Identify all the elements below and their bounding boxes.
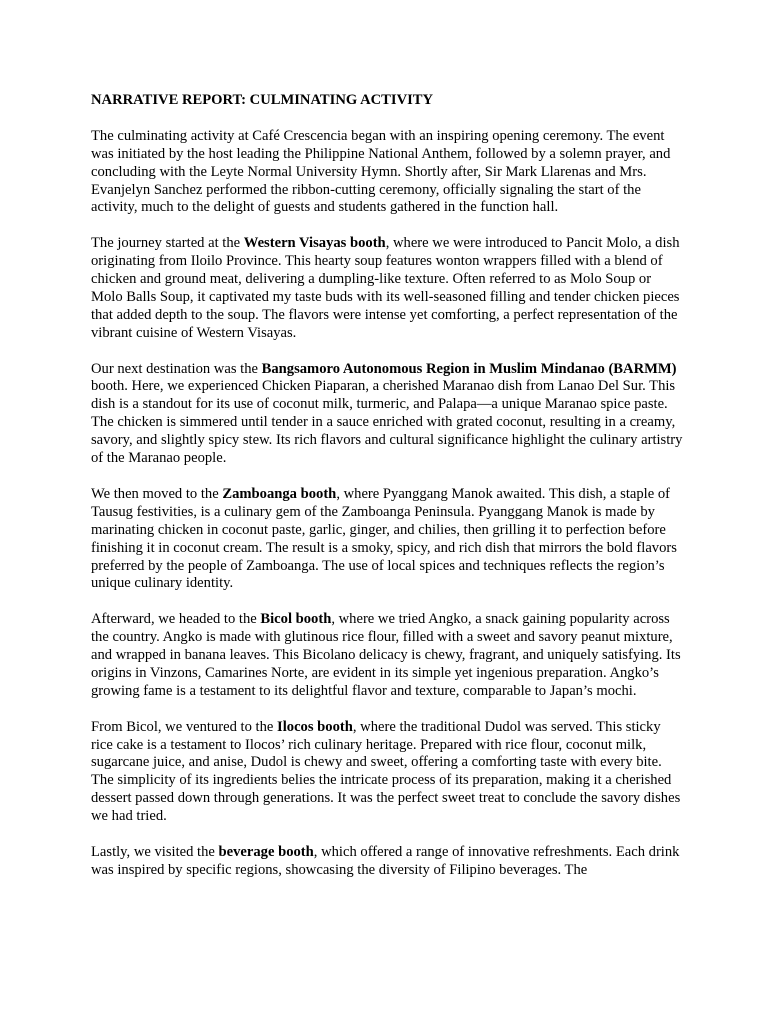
booth-name-western-visayas: Western Visayas booth [243,235,386,252]
report-title: NARRATIVE REPORT: CULMINATING ACTIVITY [91,92,434,108]
paragraph-opening-ceremony: The culminating activity at Café Crescencia began with an inspiring opening ceremony. The event was initiated by the host leading the Philippine National Anthem, followed by a solemn prayer, and concluding with the Leyte Normal University Hymn. Shortly after, Sir Mark Llarenas and Mrs. Evanjelyn Sanchez performed the ribbon-cutting ceremony, officially signaling the start of the activity, much to the delight of guests and students gathered in the function hall. [91,127,671,216]
booth-name-ilocos: Ilocos booth [277,718,353,735]
paragraph-text: , where we tried Angko, a snack gaining popularity across the country. Angko is made with glutinous rice flour, filled with a sweet and savory peanut mixture, and wrapped in banana leaves. This Bicolano delicacy is chewy, fragrant, and uniquely satisfying. Its origins in Vinzons, Camarines Norte, are evident in its simple yet ingenious preparation. Angko’s growing fame is a testament to its delightful flavor and texture, comparable to Japan’s mochi. [91,611,681,699]
paragraph-bicol [91,611,683,701]
paragraph-text: , which offered a range of innovative refreshments. Each drink was inspired by specific regions, showcasing the diversity of Filipino beverages. The [91,843,680,878]
paragraph-text: , where the traditional Dudol was served. This sticky rice cake is a testament to Ilocos’ rich culinary heritage. Prepared with rice flour, coconut milk, sugarcane juice, and anise, Dudol is chewy and sweet, offering a comforting taste with every bite. The simplicity of its ingredients belies the intricate process of its preparation, making it a cherished dessert passed down through generations. It was the perfect sweet treat to conclude the savory dishes we had tried. [91,718,681,825]
booth-name-zamboanga: Zamboanga booth [222,485,337,502]
paragraph-text: booth. Here, we experienced Chicken Piaparan, a cherished Maranao dish from Lanao Del Sur. This dish is a standout for its use of coconut milk, turmeric, and Palapa—a unique Maranao spice paste. The chicken is simmered until tender in a sauce enriched with grated coconut, resulting in a creamy, savory, and slightly spicy stew. Its rich flavors and cultural significance highlight the culinary artistry of the Maranao people. [91,378,683,467]
paragraph-ilocos [91,719,683,826]
paragraph-text: From Bicol, we ventured to the [91,718,278,735]
paragraph-text: We then moved to the [91,485,223,502]
paragraph-barmm [91,361,683,468]
paragraph-western-visayas [91,235,683,342]
paragraph-text: , where we were introduced to Pancit Molo, a dish originating from Iloilo Province. This hearty soup features wonton wrappers filled with a blend of chicken and ground meat, delivering a dumpling-like texture. Often referred to as Molo Soup or Molo Balls Soup, it captivated my taste buds with its well-seasoned filling and tender chicken pieces that added depth to the soup. The flavors were intense yet comforting, a perfect representation of the vibrant cuisine of Western Visayas. [91,235,680,341]
booth-name-bicol: Bicol booth [260,611,332,628]
paragraph-text: The journey started at the [91,235,244,252]
paragraph-text: Afterward, we headed to the [91,611,261,628]
paragraph-beverage [91,844,683,880]
paragraph-text: Lastly, we visited the [91,843,219,860]
paragraph-text: , where Pyanggang Manok awaited. This dish, a staple of Tausug festivities, is a culinary gem of the Zamboanga Peninsula. Pyanggang Manok is made by marinating chicken in coconut paste, garlic, ginger, and chilies, then grilling it to perfection before finishing it in coconut cream. The result is a smoky, spicy, and rich dish that mirrors the bold flavors preferred by the people of Zamboanga. The use of local spices and techniques reflects the region’s unique culinary identity. [91,485,677,592]
booth-name-barmm: Bangsamoro Autonomous Region in Muslim Mindanao (BARMM) [261,360,677,377]
document-page [91,92,683,898]
paragraph-text: Our next destination was the [91,360,262,377]
booth-name-beverage: beverage booth [218,843,314,860]
paragraph-zamboanga [91,486,683,593]
